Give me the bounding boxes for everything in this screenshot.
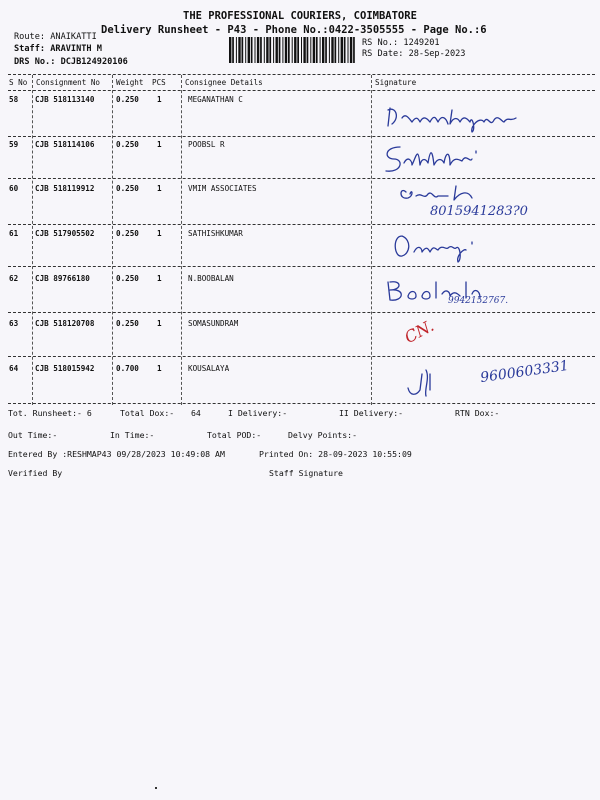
barcode-bar — [322, 37, 324, 63]
barcode-bar — [288, 37, 290, 63]
tot-runsheet: Tot. Runsheet:- 6 — [8, 408, 92, 418]
barcode-bar — [325, 37, 327, 63]
barcode-bar — [260, 37, 262, 63]
out-time: Out Time:- — [8, 430, 58, 440]
barcode-bar — [301, 37, 302, 63]
cell-weight: 0.250 — [116, 140, 139, 149]
verified-by: Verified By — [8, 468, 63, 478]
col-header-signature: Signature — [375, 78, 417, 87]
cell-consignee: SOMASUNDRAM — [188, 319, 239, 328]
cell-consignment: CJB 518015942 — [35, 364, 95, 373]
row-divider — [8, 266, 595, 267]
ii-delivery: II Delivery:- — [339, 408, 404, 418]
cell-consignment: CJB 517905502 — [35, 229, 95, 238]
rtn-dox: RTN Dox:- — [455, 408, 500, 418]
cell-sno: 58 — [9, 95, 19, 104]
row-divider — [8, 312, 595, 313]
company-title: THE PROFESSIONAL COURIERS, COIMBATORE — [183, 10, 417, 22]
cell-pcs: 1 — [157, 319, 162, 328]
barcode-bar — [255, 37, 256, 63]
signature-63-stamp: CN. — [401, 315, 437, 348]
cell-consignee: N.BOOBALAN — [188, 274, 234, 283]
drs-number: DRS No.: DCJB124920106 — [14, 57, 128, 67]
entered-by: Entered By :RESHMAP43 09/28/2023 10:49:08 AM — [8, 449, 225, 459]
barcode-bar — [285, 37, 287, 63]
barcode-bar — [236, 37, 237, 63]
barcode-bar — [251, 37, 253, 63]
signature-60 — [376, 182, 476, 204]
cell-consignee: KOUSALAYA — [188, 364, 230, 373]
barcode-bar — [238, 37, 240, 63]
cell-pcs: 1 — [157, 229, 162, 238]
barcode-bar — [248, 37, 250, 63]
cell-consignment: CJB 518119912 — [35, 184, 95, 193]
barcode-bar — [307, 37, 309, 63]
barcode-bar — [266, 37, 268, 63]
barcode-bar — [303, 37, 305, 63]
signature-60-phone: 8015941283?0 — [430, 204, 528, 219]
printed-on: Printed On: 28-09-2023 10:55:09 — [259, 449, 412, 459]
cell-pcs: 1 — [157, 95, 162, 104]
cell-sno: 63 — [9, 319, 19, 328]
barcode-bar — [279, 37, 281, 63]
barcode-bar — [245, 37, 246, 63]
rs-number: RS No.: 1249201 — [362, 38, 440, 48]
barcode-bar — [320, 37, 321, 63]
barcode-bar — [341, 37, 343, 63]
signature-62-phone: 9942152767. — [448, 296, 509, 306]
cell-pcs: 1 — [157, 184, 162, 193]
total-pod: Total POD:- — [207, 430, 262, 440]
barcode-bar — [276, 37, 278, 63]
rs-date: RS Date: 28-Sep-2023 — [362, 49, 466, 59]
cell-sno: 62 — [9, 274, 19, 283]
row-divider — [8, 178, 595, 179]
cell-pcs: 1 — [157, 140, 162, 149]
cell-consignee: MEGANATHAN C — [188, 95, 243, 104]
signature-58 — [376, 100, 536, 134]
barcode-bar — [329, 37, 330, 63]
barcode-bar — [297, 37, 299, 63]
table-top-rule — [8, 74, 595, 75]
row-divider — [8, 136, 595, 137]
barcode-bar — [264, 37, 265, 63]
col-header-pcs: PCS — [152, 78, 166, 87]
barcode-bar — [313, 37, 315, 63]
cell-weight: 0.250 — [116, 229, 139, 238]
col-header-consignment: Consignment No — [36, 78, 101, 87]
signature-64-phone: 9600603331 — [479, 357, 570, 387]
column-rule — [32, 75, 33, 405]
row-divider — [8, 224, 595, 225]
runsheet-title: Delivery Runsheet - P43 - Phone No.:0422-3505555 - Page No.:6 — [101, 24, 487, 36]
cell-consignee: VMIM ASSOCIATES — [188, 184, 257, 193]
barcode — [229, 37, 357, 63]
column-rule — [181, 75, 182, 405]
barcode-bar — [242, 37, 244, 63]
col-header-consignee: Consignee Details — [185, 78, 263, 87]
cell-consignee: POOBSL R — [188, 140, 225, 149]
barcode-bar — [331, 37, 333, 63]
cell-sno: 64 — [9, 364, 19, 373]
row-divider — [8, 356, 595, 357]
barcode-bar — [310, 37, 311, 63]
cell-weight: 0.250 — [116, 274, 139, 283]
i-delivery: I Delivery:- — [228, 408, 288, 418]
barcode-bar — [229, 37, 231, 63]
signature-59 — [376, 141, 516, 177]
delvy-points: Delvy Points:- — [288, 430, 358, 440]
barcode-bar — [338, 37, 339, 63]
scan-speck — [155, 787, 157, 789]
cell-consignment: CJB 518120708 — [35, 319, 95, 328]
cell-weight: 0.250 — [116, 95, 139, 104]
cell-sno: 61 — [9, 229, 19, 238]
barcode-bar — [344, 37, 346, 63]
col-header-sno: S No — [9, 78, 28, 87]
cell-weight: 0.250 — [116, 319, 139, 328]
barcode-bar — [316, 37, 318, 63]
barcode-bar — [257, 37, 259, 63]
cell-pcs: 1 — [157, 364, 162, 373]
barcode-bar — [282, 37, 283, 63]
cell-sno: 59 — [9, 140, 19, 149]
barcode-bar — [232, 37, 234, 63]
route-label: Route: ANAIKATTI — [14, 32, 97, 42]
cell-weight: 0.700 — [116, 364, 139, 373]
staff-label: Staff: ARAVINTH M — [14, 44, 102, 54]
barcode-bar — [335, 37, 337, 63]
cell-consignee: SATHISHKUMAR — [188, 229, 243, 238]
barcode-bar — [348, 37, 349, 63]
barcode-bar — [350, 37, 352, 63]
barcode-bar — [353, 37, 355, 63]
table-header-rule — [8, 90, 595, 91]
cell-sno: 60 — [9, 184, 19, 193]
column-rule — [371, 75, 372, 405]
cell-weight: 0.250 — [116, 184, 139, 193]
total-dox-value: 64 — [191, 408, 201, 418]
barcode-bar — [292, 37, 293, 63]
staff-signature: Staff Signature — [269, 468, 343, 478]
cell-consignment: CJB 518113140 — [35, 95, 95, 104]
cell-pcs: 1 — [157, 274, 162, 283]
table-bottom-rule — [8, 403, 595, 404]
cell-consignment: CJB 89766180 — [35, 274, 90, 283]
barcode-bar — [294, 37, 296, 63]
total-dox-label: Total Dox:- — [120, 408, 175, 418]
cell-consignment: CJB 518114106 — [35, 140, 95, 149]
barcode-bar — [273, 37, 274, 63]
col-header-weight: Weight — [116, 78, 144, 87]
in-time: In Time:- — [110, 430, 155, 440]
barcode-bar — [269, 37, 271, 63]
signature-61 — [376, 228, 506, 264]
column-rule — [112, 75, 113, 405]
signature-64 — [376, 360, 436, 400]
